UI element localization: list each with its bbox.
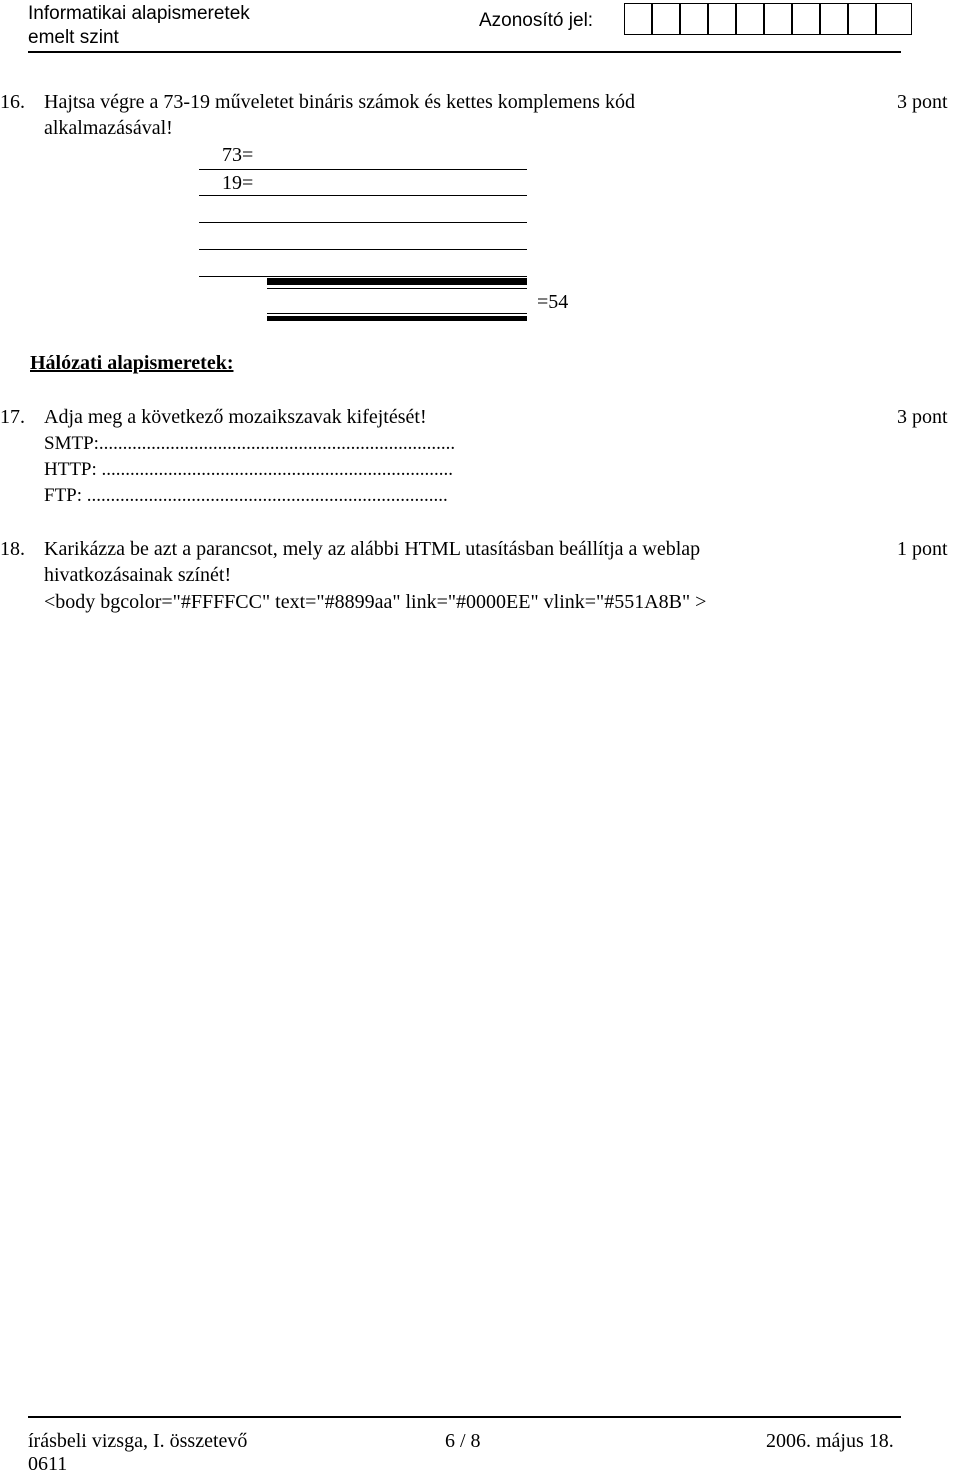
q17-number: 17. [0,406,25,428]
q16-result-label: =54 [537,291,569,313]
header-subject: Informatikai alapismeretek [28,3,250,24]
answer-line[interactable] [199,195,527,196]
answer-line[interactable] [199,222,527,223]
id-box[interactable] [820,3,848,35]
id-box[interactable] [736,3,764,35]
thin-rule [267,288,527,289]
id-box[interactable] [792,3,820,35]
id-box[interactable] [876,3,912,35]
header-level: emelt szint [28,27,119,48]
answer-line[interactable] [199,169,527,170]
answer-line[interactable] [199,249,527,250]
id-box[interactable] [680,3,708,35]
section-title: Hálózati alapismeretek: [30,352,234,374]
answer-line[interactable] [199,276,527,277]
header-rule [28,51,901,53]
id-box[interactable] [652,3,680,35]
q18-points: 1 pont [897,538,948,560]
q16-number: 16. [0,91,25,113]
q17-item-http[interactable]: HTTP: .......................................................................... [44,459,454,480]
q17-item-ftp[interactable]: FTP: ............................................................................ [44,485,448,506]
q17-text: Adja meg a következő mozaikszavak kifejtését! [44,406,427,428]
thick-rule [267,278,527,285]
id-box[interactable] [624,3,652,35]
q16-text-line1: Hajtsa végre a 73-19 műveletet bináris számok és kettes komplemens kód [44,91,635,113]
q16-text-line2: alkalmazásával! [44,117,173,139]
q18-text-line2: hivatkozásainak színét! [44,564,232,586]
q18-code[interactable]: <body bgcolor="#FFFFCC" text="#8899aa" link="#0000EE" vlink="#551A8B" > [44,591,707,613]
thick-rule [267,316,527,321]
id-label: Azonosító jel: [479,10,594,31]
footer-date: 2006. május 18. [766,1430,894,1452]
thin-rule [267,313,527,314]
footer-left: írásbeli vizsga, I. összetevő [28,1430,248,1452]
id-box[interactable] [848,3,876,35]
q16-points: 3 pont [897,91,948,113]
q18-text-line1: Karikázza be azt a parancsot, mely az alábbi HTML utasításban beállítja a weblap [44,538,701,560]
q18-number: 18. [0,538,25,560]
q16-row1-label: 73= [222,144,254,166]
footer-rule [28,1416,901,1418]
footer-code: 0611 [28,1453,68,1475]
id-box[interactable] [764,3,792,35]
id-box[interactable] [708,3,736,35]
q17-points: 3 pont [897,406,948,428]
footer-page: 6 / 8 [445,1430,481,1452]
q17-item-smtp[interactable]: SMTP:........................................................................... [44,433,456,454]
q16-row2-label: 19= [222,172,254,194]
